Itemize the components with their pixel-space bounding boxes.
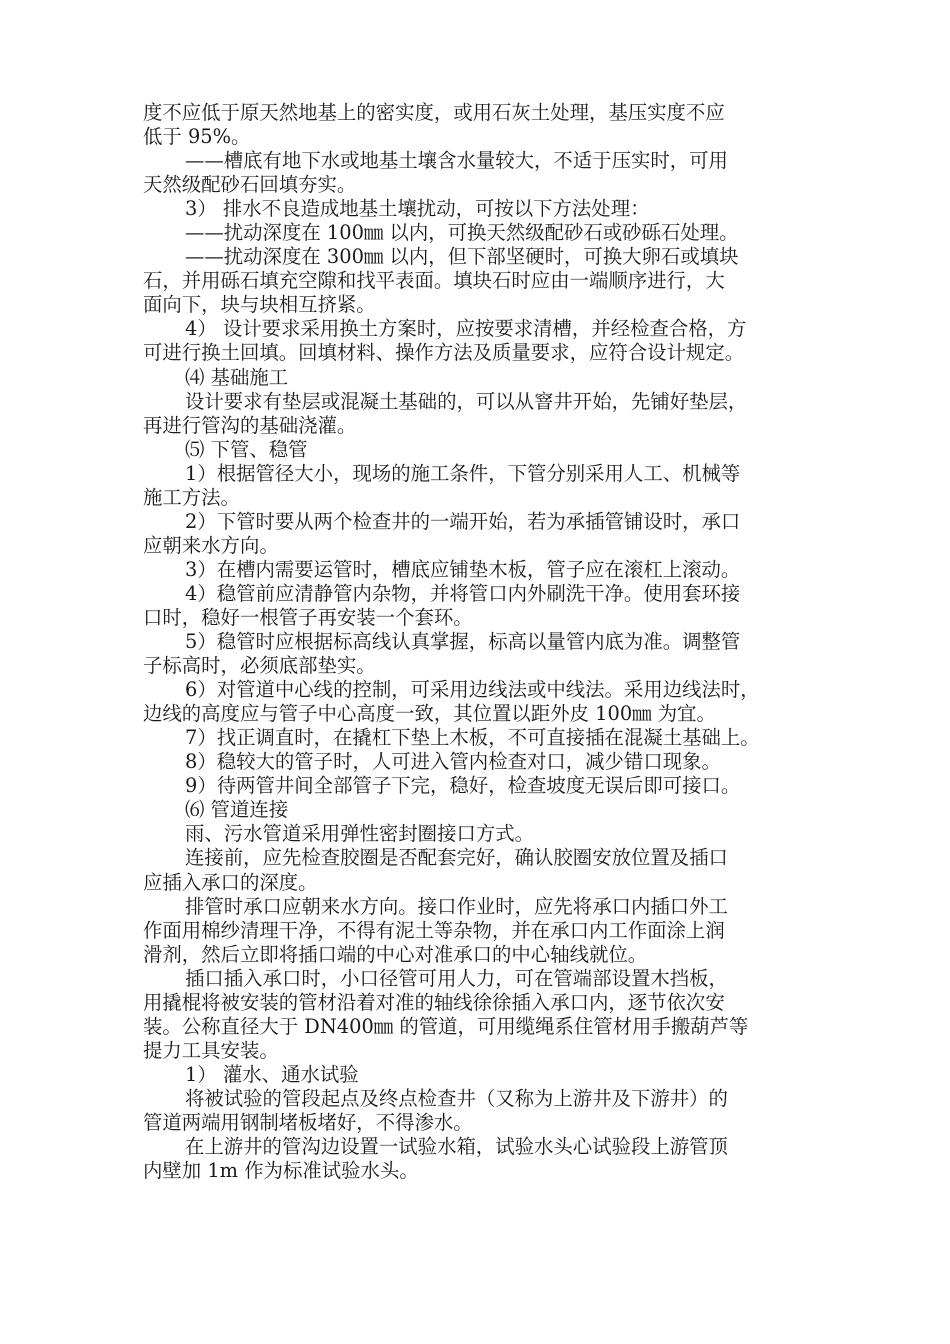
text-line: 插口插入承口时，小口径管可用人力，可在管端部设置木挡板，	[185, 966, 728, 990]
text-line: 石，并用砾石填充空隙和找平表面。填块石时应由一端顺序进行，大	[143, 269, 725, 293]
text-line: 子标高时，必须底部垫实。	[143, 654, 376, 678]
text-line: 应插入承口的深度。	[143, 870, 318, 894]
text-line: 边线的高度应与管子中心高度一致，其位置以距外皮 100㎜ 为宜。	[143, 702, 716, 726]
text-line: 天然级配砂石回填夯实。	[143, 173, 357, 197]
text-line: 5）稳管时应根据标高线认真掌握，标高以量管内底为准。调整管	[185, 630, 741, 654]
text-line: 提力工具安装。	[143, 1038, 279, 1062]
text-line: 度不应低于原天然地基上的密实度，或用石灰土处理，基压实度不应	[143, 101, 725, 124]
text-line: 再进行管沟的基础浇灌。	[143, 413, 357, 437]
text-line: 低于 95%。	[143, 125, 251, 149]
text-line: ⑸ 下管、稳管	[185, 437, 308, 461]
text-line: 6）对管道中心线的控制，可采用边线法或中线法。采用边线法时，	[185, 678, 760, 702]
text-line: 内壁加 1m 作为标准试验水头。	[143, 1159, 419, 1183]
text-line: ⑹ 管道连接	[185, 798, 289, 822]
text-line: 管道两端用钢制堵板堵好，不得渗水。	[143, 1110, 473, 1134]
text-line: ——扰动深度在 100㎜ 以内，可换天然级配砂石或砂砾石处理。	[185, 221, 739, 245]
text-line: 应朝来水方向。	[143, 533, 279, 557]
text-line: 设计要求有垫层或混凝土基础的，可以从窨井开始，先铺好垫层，	[185, 389, 748, 413]
text-line: ——槽底有地下水或地基土壤含水量较大，不适于压实时，可用	[185, 149, 728, 173]
text-line: ⑷ 基础施工	[185, 365, 289, 389]
text-line: 用撬棍将被安装的管材沿着对准的轴线徐徐插入承口内，逐节依次安	[143, 990, 725, 1014]
text-line: 7）找正调直时，在撬杠下垫上木板，不可直接插在混凝土基础上。	[185, 726, 760, 750]
text-line: 面向下，块与块相互挤紧。	[143, 293, 376, 317]
text-line: 可进行换土回填。回填材料、操作方法及质量要求，应符合设计规定。	[143, 341, 745, 365]
text-line: ——扰动深度在 300㎜ 以内，但下部坚硬时，可换大卵石或填块	[185, 245, 739, 269]
text-line: 3）在槽内需要运管时，槽底应铺垫木板，管子应在滚杠上滚动。	[185, 557, 741, 581]
text-line: 雨、污水管道采用弹性密封圈接口方式。	[185, 822, 535, 846]
document-body	[143, 101, 815, 1183]
text-line: 1） 灌水、通水试验	[185, 1062, 359, 1086]
text-line: 在上游井的管沟边设置一试验水箱，试验水头心试验段上游管顶	[185, 1135, 728, 1159]
text-line: 口时，稳好一根管子再安装一个套环。	[143, 605, 473, 629]
text-line: 将被试验的管段起点及终点检查井（又称为上游井及下游井）的	[185, 1086, 728, 1110]
text-line: 2）下管时要从两个检查井的一端开始，若为承插管铺设时，承口	[185, 509, 741, 533]
text-line: 连接前，应先检查胶圈是否配套完好，确认胶圈安放位置及插口	[185, 846, 728, 870]
text-line: 9）待两管井间全部管子下完，稳好，检查坡度无误后即可接口。	[185, 774, 741, 798]
text-line: 8）稳较大的管子时，人可进入管内检查对口，减少错口现象。	[185, 750, 721, 774]
text-line: 滑剂，然后立即将插口端的中心对准承口的中心轴线就位。	[143, 942, 648, 966]
text-line: 作面用棉纱清理干净，不得有泥土等杂物，并在承口内工作面涂上润	[143, 918, 725, 942]
text-line: 装。公称直径大于 DN400㎜ 的管道，可用缆绳系住管材用手搬葫芦等	[143, 1014, 749, 1038]
text-line: 排管时承口应朝来水方向。接口作业时，应先将承口内插口外工	[185, 894, 728, 918]
text-line: 1）根据管径大小，现场的施工条件，下管分别采用人工、机械等	[185, 461, 741, 485]
text-line: 4） 设计要求采用换土方案时，应按要求清槽，并经检查合格，方	[185, 317, 747, 341]
text-line: 4）稳管前应清静管内杂物，并将管口内外刷洗干净。使用套环接	[185, 581, 741, 605]
text-line: 3） 排水不良造成地基土壤扰动，可按以下方法处理：	[185, 197, 650, 221]
text-line: 施工方法。	[143, 485, 240, 509]
